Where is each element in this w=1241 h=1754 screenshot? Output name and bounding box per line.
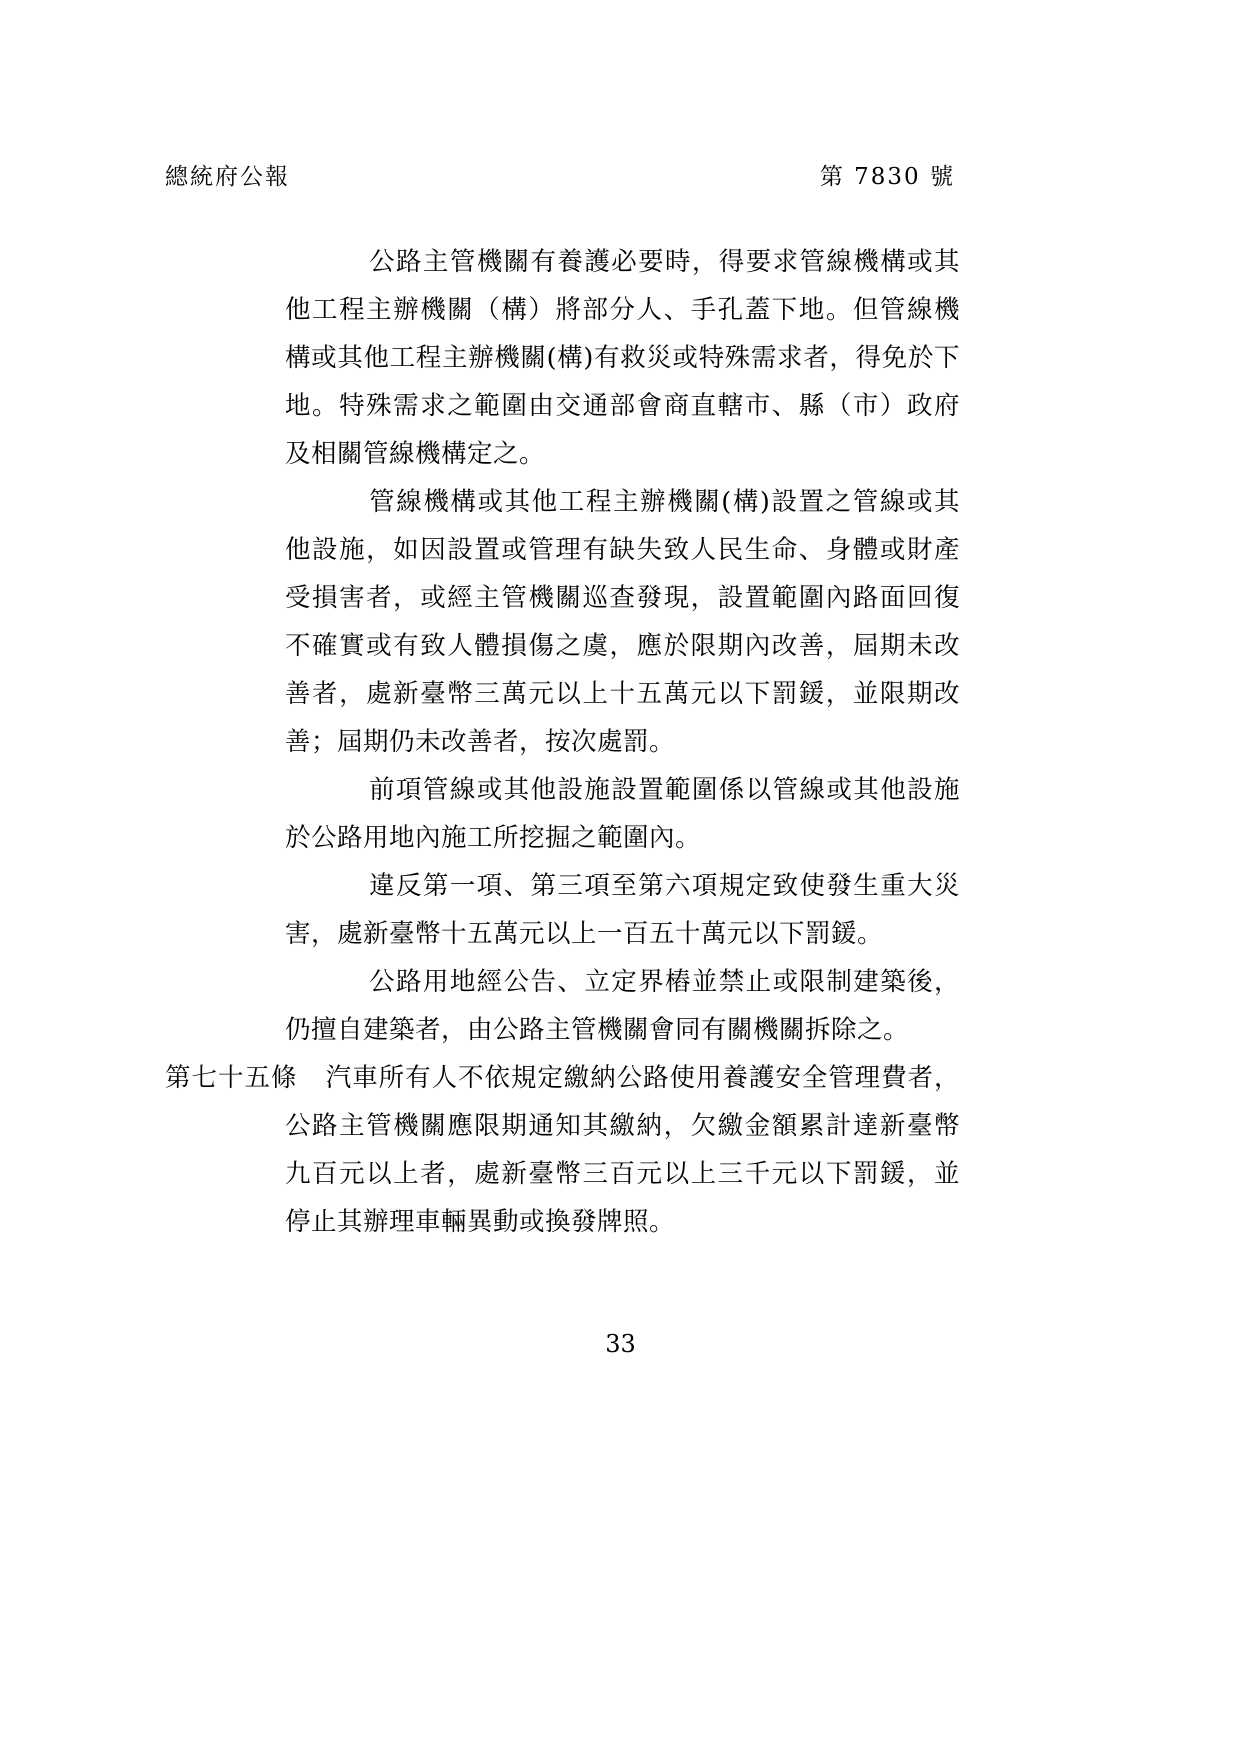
publication-title: 總統府公報 [165,164,290,190]
page-number: 33 [605,1330,636,1358]
paragraph-4: 違反第一項、第三項至第六項規定致使發生重大災害，處新臺幣十五萬元以上一百五十萬元以下罰鍰。 [285,871,960,949]
article-label: 第七十五條 [165,1063,298,1093]
paragraph-1: 公路主管機關有養護必要時，得要求管線機構或其他工程主辦機關（構）將部分人、手孔蓋下地。但管線機構或其他工程主辦機關(構)有救災或特殊需求者，得免於下地。特殊需求之範圍由交通部會商直轄市、縣（市）政府及相關管線機構定之。 [285,247,960,469]
paragraph-2: 管線機構或其他工程主辦機關(構)設置之管線或其他設施，如因設置或管理有缺失致人民生命、身體或財產受損害者，或經主管機關巡查發現，設置範圍內路面回復不確實或有致人體損傷之虞，應於限期內改善，屆期未改善者，處新臺幣三萬元以上十五萬元以下罰鍰，並限期改善；屆期仍未改善者，按次處罰。 [285,487,960,757]
issue-number: 第 7830 號 [819,164,955,190]
article-content: 汽車所有人不依規定繳納公路使用養護安全管理費者，公路主管機關應限期通知其繳納，欠繳金額累計達新臺幣九百元以上者，處新臺幣三百元以上三千元以下罰鍰，並停止其辦理車輛異動或換發牌照。 [285,1063,960,1237]
page-footer [0,1330,1241,1358]
article-75 [165,1054,960,1246]
page-header [165,158,955,191]
paragraph-3: 前項管線或其他設施設置範圍係以管線或其他設施於公路用地內施工所挖掘之範圍內。 [285,775,960,853]
paragraph-5: 公路用地經公告、立定界樁並禁止或限制建築後，仍擅自建築者，由公路主管機關會同有關機關拆除之。 [285,967,960,1045]
document-body [165,238,960,1246]
